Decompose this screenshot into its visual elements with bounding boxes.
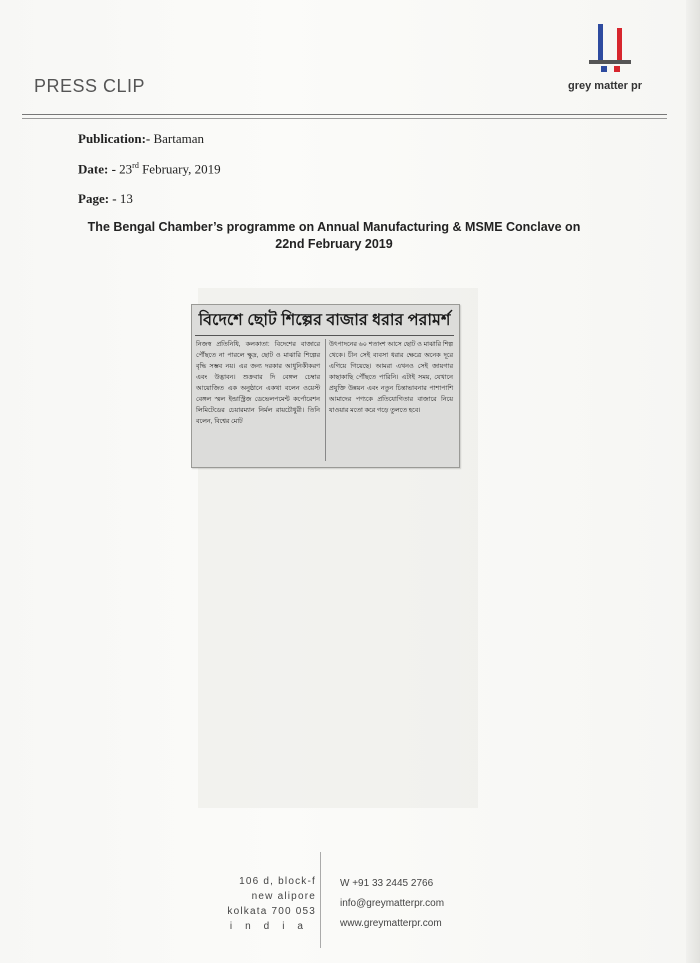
headline-line-1: The Bengal Chamber’s programme on Annual Manufacturing & MSME Conclave on: [87, 220, 581, 234]
footer-contact: [340, 874, 444, 934]
footer-email[interactable]: info@greymatterpr.com: [340, 898, 445, 909]
date-day: 23: [119, 161, 133, 177]
header-rule-top: [22, 114, 667, 115]
publication-label: Publication:-: [78, 131, 151, 146]
newspaper-clipping: [191, 304, 460, 468]
address-line-4: india: [229, 921, 316, 932]
date-label: Date: -: [78, 161, 116, 177]
article-headline: [84, 219, 584, 253]
footer-address: [208, 874, 316, 934]
publication-value: Bartaman: [153, 131, 205, 146]
brand-name: grey matter pr: [568, 80, 642, 92]
page-line: [78, 191, 133, 207]
footer-divider: [320, 852, 321, 948]
clipping-rule: [195, 335, 454, 336]
press-clip-title: PRESS CLIP: [34, 76, 146, 96]
footer-website[interactable]: www.greymatterpr.com: [340, 918, 442, 929]
page-value: 13: [119, 191, 133, 206]
date-line: [78, 161, 221, 177]
publication-line: [78, 131, 204, 147]
clipping-column-divider: [325, 339, 326, 461]
address-line-1: 106 d, block-f: [239, 876, 316, 887]
clipping-column-2: উৎপাদনের ৬০ শতাংশ আসে ছোট ও মাঝারি শিল্প থেকে। চীন সেই ব্যবসা ধরার ক্ষেত্রে অনেক দূরে এগিয়ে গিয়েছে। আমরা এখনও সেই জায়গার কাছাকাছি পৌঁছতে পারিনি। এটাই সময়, যেখানে প্রযুক্তি উন্নয়ন এবং নতুন চিন্তাভাবনার পাশাপাশি আমাদের পণ্যকে প্রতিযোগিতার বাজারে নিয়ে যাওয়ার মতো করে গড়ে তুলতে হবে।: [329, 341, 453, 414]
header-rule-bottom: [22, 118, 667, 119]
footer-phone: W +91 33 2445 2766: [340, 878, 434, 889]
date-suffix: rd: [132, 161, 139, 170]
headline-line-2: 22nd February 2019: [275, 237, 393, 251]
address-line-2: new alipore: [251, 891, 316, 902]
page-edge-shadow: [686, 0, 700, 963]
address-line-3: kolkata 700 053: [227, 906, 316, 917]
clipping-headline: বিদেশে ছোট শিল্পের বাজার ধরার পরামর্শ: [198, 312, 451, 329]
date-rest: February, 2019: [142, 161, 221, 177]
page-label: Page: -: [78, 191, 117, 206]
clipping-column-1: নিজস্ব প্রতিনিধি, কলকাতা: বিদেশের বাজারে পৌঁছতে না পারলে ক্ষুদ্র, ছোট ও মাঝারি শিল্পের বৃদ্ধি সম্ভব নয়। এর জন্য দরকার আধুনিকীকরণ এবং উদ্ভাবন। শুক্রবার দি বেঙ্গল চেম্বার আয়োজিত এক অনুষ্ঠানে একথা বলেন ওয়েস্ট বেঙ্গল স্মল ইন্ডাস্ট্রিজ ডেভেলপমেন্ট কর্পোরেশন লিমিটেডের চেয়ারম্যান নির্মল রায়চৌধুরী। তিনি বলেন, বিশ্বের মোট: [196, 341, 320, 425]
